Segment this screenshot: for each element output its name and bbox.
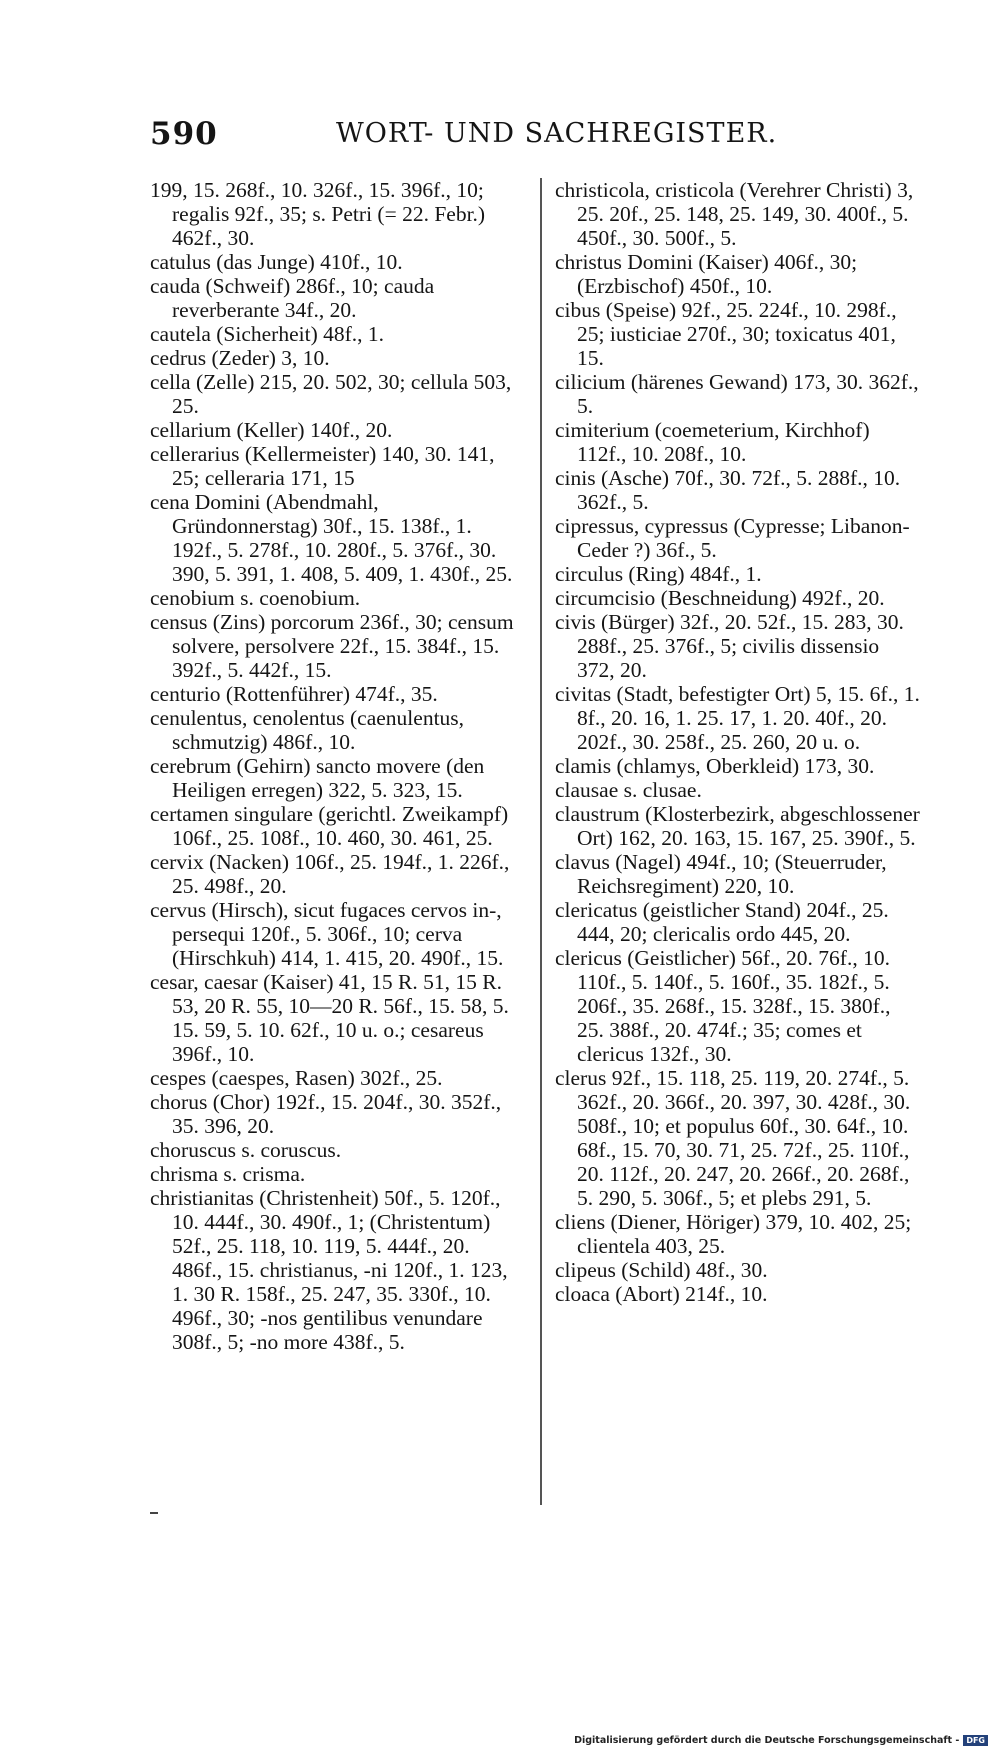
index-entry: christus Domini (Kaiser) 406f., 30; (Erzbischof) 450f., 10. — [555, 250, 858, 298]
index-entry: claustrum (Klosterbezirk, abgeschlossener Ort) 162, 20. 163, 15. 167, 25. 390f., 5. — [555, 802, 920, 850]
index-entry: clericatus (geistlicher Stand) 204f., 25. 444, 20; clericalis ordo 445, 20. — [555, 898, 889, 946]
index-entry: christicola, cristicola (Verehrer Christi) 3, 25. 20f., 25. 148, 25. 149, 30. 400f., 5. 450f., 30. 500f., 5. — [555, 178, 914, 250]
index-entry: clerus 92f., 15. 118, 25. 119, 20. 274f., 5. 362f., 20. 366f., 20. 397, 30. 428f., 30. 508f., 10; et populus 60f., 30. 64f., 10. 68f., 15. 70, 30. 71, 25. 72f., 25. 110f., 20. 112f., 20. 247, 20. 266f., 20. 268f., 5. 290, 5. 306f., 5; et plebs 291, 5. — [555, 1066, 911, 1210]
index-entry: chorus (Chor) 192f., 15. 204f., 30. 352f., 35. 396, 20. — [150, 1090, 502, 1138]
footer-credit-text: Digitalisierung gefördert durch die Deutsche Forschungsgemeinschaft - — [574, 1735, 960, 1746]
index-entry: cespes (caespes, Rasen) 302f., 25. — [150, 1066, 443, 1090]
index-entry: civis (Bürger) 32f., 20. 52f., 15. 283, 30. 288f., 25. 376f., 5; civilis dissensio 372, 20. — [555, 610, 904, 682]
stray-mark — [150, 1512, 158, 1514]
index-entry: centurio (Rottenführer) 474f., 35. — [150, 682, 438, 706]
index-entry: chrisma s. crisma. — [150, 1162, 306, 1186]
index-entry: circulus (Ring) 484f., 1. — [555, 562, 762, 586]
index-entry: 199, 15. 268f., 10. 326f., 15. 396f., 10; regalis 92f., 35; s. Petri (= 22. Febr.) 462f., 30. — [150, 178, 486, 250]
index-entry: cedrus (Zeder) 3, 10. — [150, 346, 330, 370]
index-entry: choruscus s. coruscus. — [150, 1138, 342, 1162]
index-entry: cibus (Speise) 92f., 25. 224f., 10. 298f., 25; iusticiae 270f., 30; toxicatus 401, 15. — [555, 298, 897, 370]
index-entry: cilicium (härenes Gewand) 173, 30. 362f., 5. — [555, 370, 919, 418]
index-entry: cautela (Sicherheit) 48f., 1. — [150, 322, 385, 346]
index-entry: cenulentus, cenolentus (caenulentus, schmutzig) 486f., 10. — [150, 706, 465, 754]
index-entry: catulus (das Junge) 410f., 10. — [150, 250, 403, 274]
dfg-logo-icon: DFG — [963, 1735, 988, 1746]
index-entry: cliens (Diener, Höriger) 379, 10. 402, 25; clientela 403, 25. — [555, 1210, 912, 1258]
index-entry: cauda (Schweif) 286f., 10; cauda reverberante 34f., 20. — [150, 274, 435, 322]
index-entry: certamen singulare (gerichtl. Zweikampf) 106f., 25. 108f., 10. 460, 30. 461, 25. — [150, 802, 509, 850]
index-entry: clipeus (Schild) 48f., 30. — [555, 1258, 768, 1282]
page-number: 590 — [150, 116, 218, 152]
right-column — [555, 178, 920, 1306]
index-entry: cella (Zelle) 215, 20. 502, 30; cellula 503, 25. — [150, 370, 512, 418]
index-entry: cesar, caesar (Kaiser) 41, 15 R. 51, 15 R. 53, 20 R. 55, 10—20 R. 56f., 15. 58, 5. 15. 59, 5. 10. 62f., 10 u. o.; cesareus 396f., 10. — [150, 970, 509, 1066]
index-entry: circumcisio (Beschneidung) 492f., 20. — [555, 586, 885, 610]
index-entry: cimiterium (coemeterium, Kirchhof) 112f., 10. 208f., 10. — [555, 418, 870, 466]
index-entry: cellerarius (Kellermeister) 140, 30. 141, 25; celleraria 171, 15 — [150, 442, 495, 490]
index-entry: clavus (Nagel) 494f., 10; (Steuerruder, Reichsregiment) 220, 10. — [555, 850, 887, 898]
running-head: WORT- UND SACHREGISTER. — [336, 118, 778, 149]
index-entry: cloaca (Abort) 214f., 10. — [555, 1282, 768, 1306]
index-entry: cervus (Hirsch), sicut fugaces cervos in-, persequi 120f., 5. 306f., 10; cerva (Hirschkuh) 414, 1. 415, 20. 490f., 15. — [150, 898, 504, 970]
index-entry: christianitas (Christenheit) 50f., 5. 120f., 10. 444f., 30. 490f., 1; (Christentum) 52f., 25. 118, 10. 119, 5. 444f., 20. 486f., 15. christianus, -ni 120f., 1. 123, 1. 30 R. 158f., 25. 247, 35. 330f., 10. 496f., 30; -nos gentilibus venundare 308f., 5; -no more 438f., 5. — [150, 1186, 508, 1354]
index-entry: clausae s. clusae. — [555, 778, 702, 802]
footer-credit — [574, 1735, 988, 1746]
index-entry: cena Domini (Abendmahl, Gründonnerstag) 30f., 15. 138f., 1. 192f., 5. 278f., 10. 280f., 5. 376f., 30. 390, 5. 391, 1. 408, 5. 409, 1. 430f., 25. — [150, 490, 513, 586]
index-entry: cipressus, cypressus (Cypresse; Libanon-Ceder ?) 36f., 5. — [555, 514, 910, 562]
index-entry: clamis (chlamys, Oberkleid) 173, 30. — [555, 754, 875, 778]
index-entry: cenobium s. coenobium. — [150, 586, 361, 610]
left-column — [150, 178, 522, 1354]
index-entry: census (Zins) porcorum 236f., 30; censum solvere, persolvere 22f., 15. 384f., 15. 392f., 5. 442f., 15. — [150, 610, 514, 682]
column-divider — [540, 178, 542, 1505]
index-entry: clericus (Geistlicher) 56f., 20. 76f., 10. 110f., 5. 140f., 5. 160f., 35. 182f., 5. 206f., 35. 268f., 15. 328f., 15. 380f., 25. 388f., 20. 474f.; 35; comes et clericus 132f., 30. — [555, 946, 891, 1066]
index-entry: cinis (Asche) 70f., 30. 72f., 5. 288f., 10. 362f., 5. — [555, 466, 901, 514]
index-entry: civitas (Stadt, befestigter Ort) 5, 15. 6f., 1. 8f., 20. 16, 1. 25. 17, 1. 20. 40f., 20. 202f., 30. 258f., 25. 260, 20 u. o. — [555, 682, 920, 754]
index-entry: cerebrum (Gehirn) sancto movere (den Heiligen erregen) 322, 5. 323, 15. — [150, 754, 485, 802]
index-entry: cervix (Nacken) 106f., 25. 194f., 1. 226f., 25. 498f., 20. — [150, 850, 510, 898]
index-entry: cellarium (Keller) 140f., 20. — [150, 418, 393, 442]
